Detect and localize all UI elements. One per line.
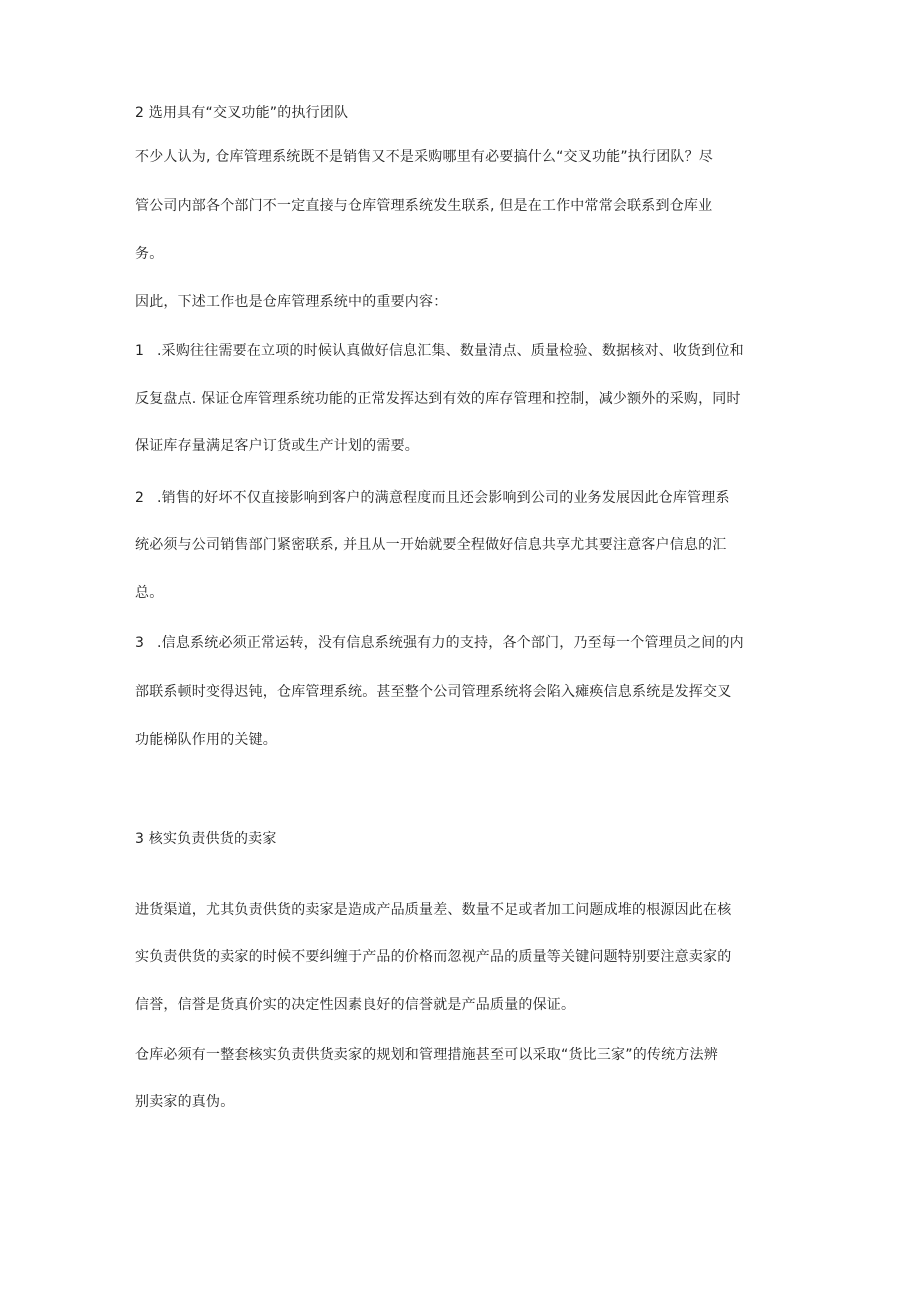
list-item-1-line-2: 反复盘点. 保证仓库管理系统功能的正常发挥达到有效的库存管理和控制，减少额外的采购，同时 (135, 391, 741, 407)
list-item-2-line-1 (135, 488, 730, 508)
list-item-2-number: 2 (135, 490, 145, 506)
list-item-1-text: .采购往往需要在立项的时候认真做好信息汇集、数量清点、质量检验、数据核对、收货到位和 (157, 343, 744, 359)
section-3-para-2-line-1: 仓库必须有一整套核实负责供货卖家的规划和管理措施甚至可以采取“货比三家”的传统方法辨 (135, 1047, 718, 1063)
list-item-3-line-3: 功能梯队作用的关键。 (135, 732, 277, 748)
list-item-2-text: .销售的好坏不仅直接影响到客户的满意程度而且还会影响到公司的业务发展因此仓库管理系 (157, 490, 730, 506)
section-3-para-1-line-1: 进货渠道，尤其负责供货的卖家是造成产品质量差、数量不足或者加工问题成堆的根源因此在核 (135, 902, 732, 918)
list-item-3-number: 3 (135, 635, 145, 651)
list-item-3-line-1 (135, 633, 744, 653)
section-3-para-1-line-2: 实负责供货的卖家的时候不要纠缠于产品的价格而忽视产品的质量等关键问题特别要注意卖家的 (135, 949, 732, 965)
section-3-para-2-line-2: 别卖家的真伪。 (135, 1094, 235, 1110)
list-item-3-line-2: 部联系顿时变得迟钝，仓库管理系统。甚至整个公司管理系统将会陷入瘫痪信息系统是发挥交叉 (135, 684, 732, 700)
section-2-para-1-line-1: 不少人认为, 仓库管理系统既不是销售又不是采购哪里有必要搞什么“交叉功能”执行团队？尽 (135, 149, 714, 165)
section-3-para-1-line-3: 信誉，信誉是货真价实的决定性因素良好的信誉就是产品质量的保证。 (135, 997, 576, 1013)
list-item-2-line-2: 统必须与公司销售部门紧密联系, 并且从一开始就要全程做好信息共享尤其要注意客户信息的汇 (135, 537, 727, 553)
list-item-1-line-3: 保证库存量满足客户订货或生产计划的需要。 (135, 438, 419, 454)
list-item-3-text: .信息系统必须正常运转，没有信息系统强有力的支持，各个部门，乃至每一个管理员之间的内 (157, 635, 744, 651)
section-2-para-1-line-3: 务。 (135, 246, 164, 262)
section-2-para-1-line-2: 管公司内部各个部门不一定直接与仓库管理系统发生联系, 但是在工作中常常会联系到仓库业 (135, 198, 713, 214)
list-item-1-line-1 (135, 341, 744, 361)
section-3-heading: 3 核实负责供货的卖家 (135, 831, 277, 847)
section-2-intro: 因此，下述工作也是仓库管理系统中的重要内容： (135, 294, 448, 310)
section-2-heading: 2 选用具有“交叉功能”的执行团队 (135, 105, 349, 121)
list-item-2-line-3: 总。 (135, 585, 164, 601)
list-item-1-number: 1 (135, 343, 145, 359)
